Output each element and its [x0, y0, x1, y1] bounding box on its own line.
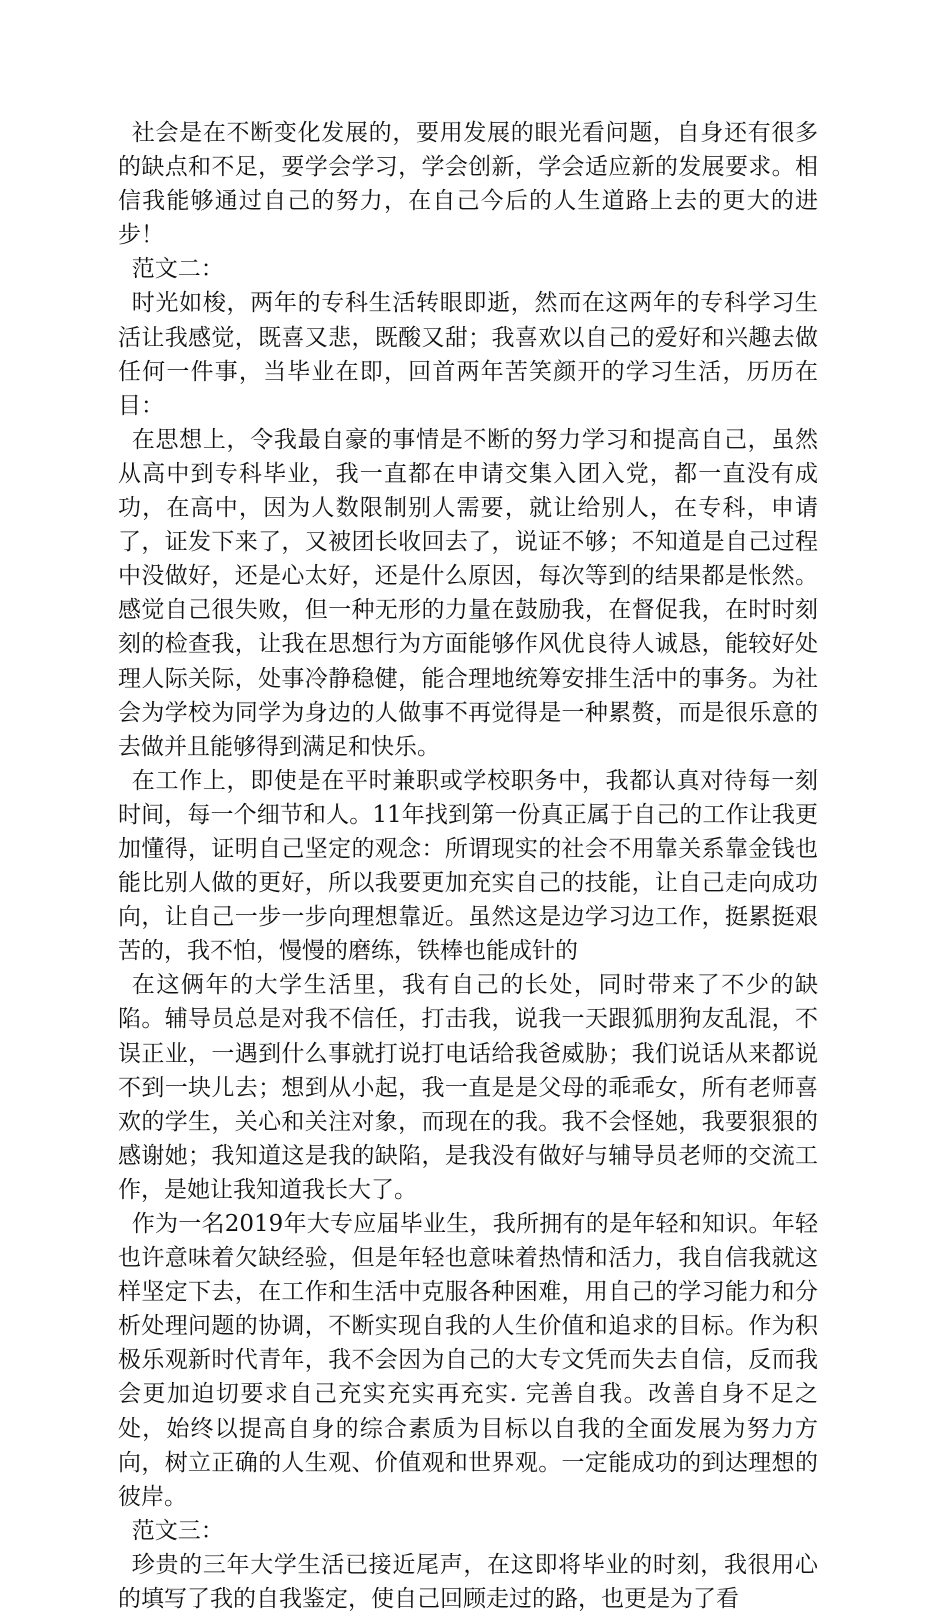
- paragraph-thought: 在思想上，令我最自豪的事情是不断的努力学习和提高自己，虽然从高中到专科毕业，我一直都在申请交集入团入党，都一直没有成功，在高中，因为人数限制别人需要，就让给别人，在专科，申请了，证发下来了，又被团长收回去了，说证不够；不知道是自己过程中没做好，还是心太好，还是什么原因，每次等到的结果都是怅然。感觉自己很失败，但一种无形的力量在鼓励我，在督促我，在时时刻刻的检查我，让我在思想行为方面能够作风优良待人诚恳，能较好处理人际关际，处事冷静稳健，能合理地统筹安排生活中的事务。为社会为学校为同学为身边的人做事不再觉得是一种累赘，而是很乐意的去做并且能够得到满足和快乐。: [118, 426, 818, 760]
- document-body: [118, 116, 818, 1616]
- paragraph-sample-2-opening: 时光如梭，两年的专科生活转眼即逝，然而在这两年的专科学习生活让我感觉，既喜又悲，既酸又甜；我喜欢以自己的爱好和兴趣去做任何一件事，当毕业在即，回首两年苦笑颜开的学习生活，历历在目：: [118, 290, 818, 419]
- paragraph-graduate: 作为一名2019年大专应届毕业生，我所拥有的是年轻和知识。年轻也许意味着欠缺经验，但是年轻也意味着热情和活力，我自信我就这样坚定下去，在工作和生活中克服各种困难，用自己的学习能力和分析处理问题的协调，不断实现自我的人生价值和追求的目标。作为积极乐观新时代青年，我不会因为自己的大专文凭而失去自信，反而我会更加迫切要求自己充实充实再充实. 完善自我。改善自身不足之处，始终以提高自身的综合素质为目标以自我的全面发展为努力方向，树立正确的人生观、价值观和世界观。一定能成功的到达理想的彼岸。: [118, 1211, 818, 1510]
- section-heading-sample-3: 范文三：: [131, 1517, 224, 1544]
- paragraph-intro-conclusion: 社会是在不断变化发展的，要用发展的眼光看问题，自身还有很多的缺点和不足，要学会学习，学会创新，学会适应新的发展要求。相信我能够通过自己的努力，在自己今后的人生道路上去的更大的进步！: [118, 120, 818, 249]
- section-heading-sample-2: 范文二：: [131, 256, 224, 283]
- paragraph-sample-3-opening: 珍贵的三年大学生活已接近尾声，在这即将毕业的时刻，我很用心的填写了我的自我鉴定，使自己回顾走过的路，也更是为了看: [118, 1551, 818, 1613]
- paragraph-work: 在工作上，即使是在平时兼职或学校职务中，我都认真对待每一刻时间，每一个细节和人。11年找到第一份真正属于自己的工作让我更加懂得，证明自己坚定的观念：所谓现实的社会不用靠关系靠金钱也能比别人做的更好，所以我要更加充实自己的技能，让自己走向成功向，让自己一步一步向理想靠近。虽然这是边学习边工作，挺累挺艰苦的，我不怕，慢慢的磨练，铁棒也能成针的: [118, 767, 818, 965]
- paragraph-shortcomings: 在这俩年的大学生活里，我有自己的长处，同时带来了不少的缺陷。辅导员总是对我不信任，打击我，说我一天跟狐朋狗友乱混，不误正业，一遇到什么事就打说打电话给我爸威胁；我们说话从来都说不到一块儿去；想到从小起，我一直是是父母的乖乖女，所有老师喜欢的学生，关心和关注对象，而现在的我。我不会怪她，我要狠狠的感谢她；我知道这是我的缺陷，是我没有做好与辅导员老师的交流工作，是她让我知道我长大了。: [118, 972, 818, 1203]
